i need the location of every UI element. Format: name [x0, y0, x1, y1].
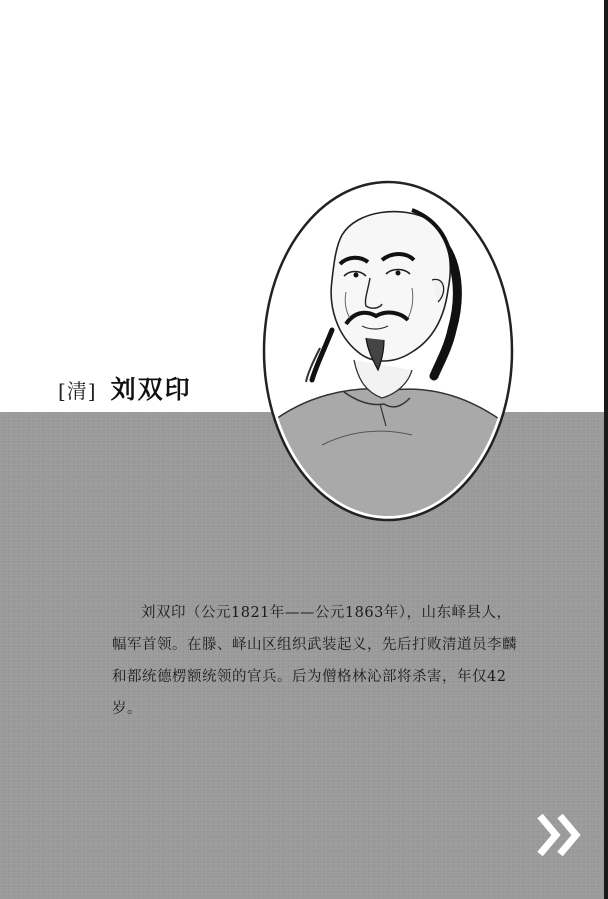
- page-edge: [604, 0, 608, 899]
- portrait-illustration: [262, 180, 514, 522]
- person-name: 刘双印: [110, 375, 192, 404]
- double-chevron-right-icon[interactable]: [536, 812, 586, 858]
- biography-text: 刘双印（公元1821年——公元1863年），山东峄县人，幅军首领。在滕、峄山区组织武装起义，先后打败清道员李麟和都统德楞额统领的官兵。后为僧格林沁部将杀害，年仅42岁。: [112, 605, 517, 717]
- dynasty-label: [清]: [58, 379, 97, 403]
- title-row: [58, 370, 192, 406]
